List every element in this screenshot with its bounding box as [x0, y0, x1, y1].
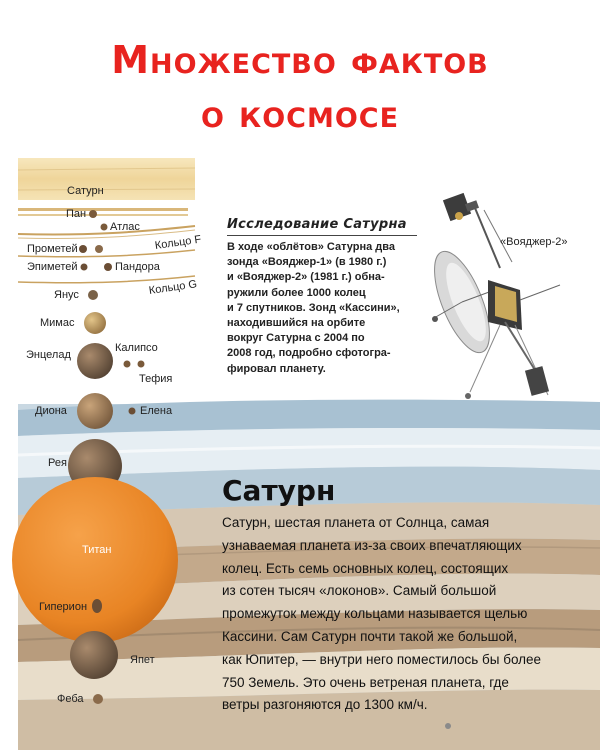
- page-title-line-2: о космосе: [200, 92, 400, 136]
- exploration-line: находившийся на орбите: [227, 317, 366, 330]
- saturn-heading: Сатурн: [222, 474, 336, 507]
- label-iapetus: Япет: [130, 654, 155, 666]
- exploration-line: В ходе «облётов» Сатурна два: [227, 241, 396, 253]
- saturn-line: промежуток между кольцами называется щелью: [222, 606, 528, 622]
- exploration-line: и 7 спутников. Зонд «Кассини»,: [227, 301, 400, 314]
- label-pandora: Пандора: [115, 261, 160, 273]
- label-calypso: Калипсо: [115, 342, 158, 354]
- exploration-line: 2008 год, подробно сфотогра-: [227, 347, 391, 360]
- label-prometheus: Прометей: [27, 243, 78, 255]
- voyager-probe: [423, 193, 560, 399]
- label-epimetheus: Эпиметей: [27, 261, 78, 273]
- saturn-line: ветры разгоняются до 1300 км/ч.: [222, 697, 428, 713]
- label-dione: Диона: [35, 405, 67, 417]
- label-saturn: Сатурн: [67, 185, 104, 197]
- label-phoebe: Феба: [57, 693, 84, 705]
- saturn-line: Сатурн, шестая планета от Солнца, самая: [222, 515, 490, 530]
- label-helene: Елена: [140, 405, 173, 417]
- label-janus: Янус: [54, 289, 79, 301]
- exploration-heading: Исследование Сатурна: [227, 217, 407, 232]
- label-tethys: Тефия: [139, 373, 173, 385]
- label-ring-g: Кольцо G: [148, 278, 198, 297]
- exploration-line: ружили более 1000 колец: [227, 286, 366, 299]
- saturn-line: как Юпитер, — внутри него поместилось бы более: [222, 651, 542, 667]
- titan-planet: [12, 477, 178, 643]
- page-title-line-1: Множество фактов: [111, 38, 489, 82]
- exploration-line: и «Вояджер-2» (1981 г.) обна-: [227, 271, 385, 284]
- saturn-line: Кассини. Сам Сатурн почти такой же большой,: [222, 628, 518, 644]
- exploration-rule: [227, 235, 417, 236]
- exploration-body: [227, 240, 427, 377]
- saturn-line: колец. Есть семь основных колец, состоящих: [222, 560, 509, 576]
- label-mimas: Мимас: [40, 317, 75, 329]
- exploration-line: фировал планету.: [227, 362, 326, 375]
- saturn-line: узнаваемая планета из-за своих впечатляющих: [222, 537, 522, 553]
- saturn-body: [222, 512, 582, 717]
- label-ring-f: Кольцо F: [154, 233, 202, 252]
- label-pan: Пан: [66, 208, 87, 220]
- saturn-line: из сотен тысяч «локонов». Самый большой: [222, 583, 497, 599]
- saturn-line: 750 Земель. Это очень ветреная планета, где: [222, 674, 509, 690]
- voyager-label: «Вояджер-2»: [500, 236, 568, 248]
- label-enceladus: Энцелад: [26, 349, 71, 361]
- label-titan: Титан: [82, 544, 112, 556]
- label-atlas: Атлас: [110, 221, 140, 233]
- saturn-band: [18, 158, 195, 216]
- label-hyperion: Гиперион: [39, 601, 88, 613]
- label-rhea: Рея: [48, 457, 67, 469]
- exploration-line: зонда «Вояджер-1» (в 1980 г.): [227, 256, 387, 269]
- exploration-line: вокруг Сатурна с 2004 по: [227, 332, 365, 345]
